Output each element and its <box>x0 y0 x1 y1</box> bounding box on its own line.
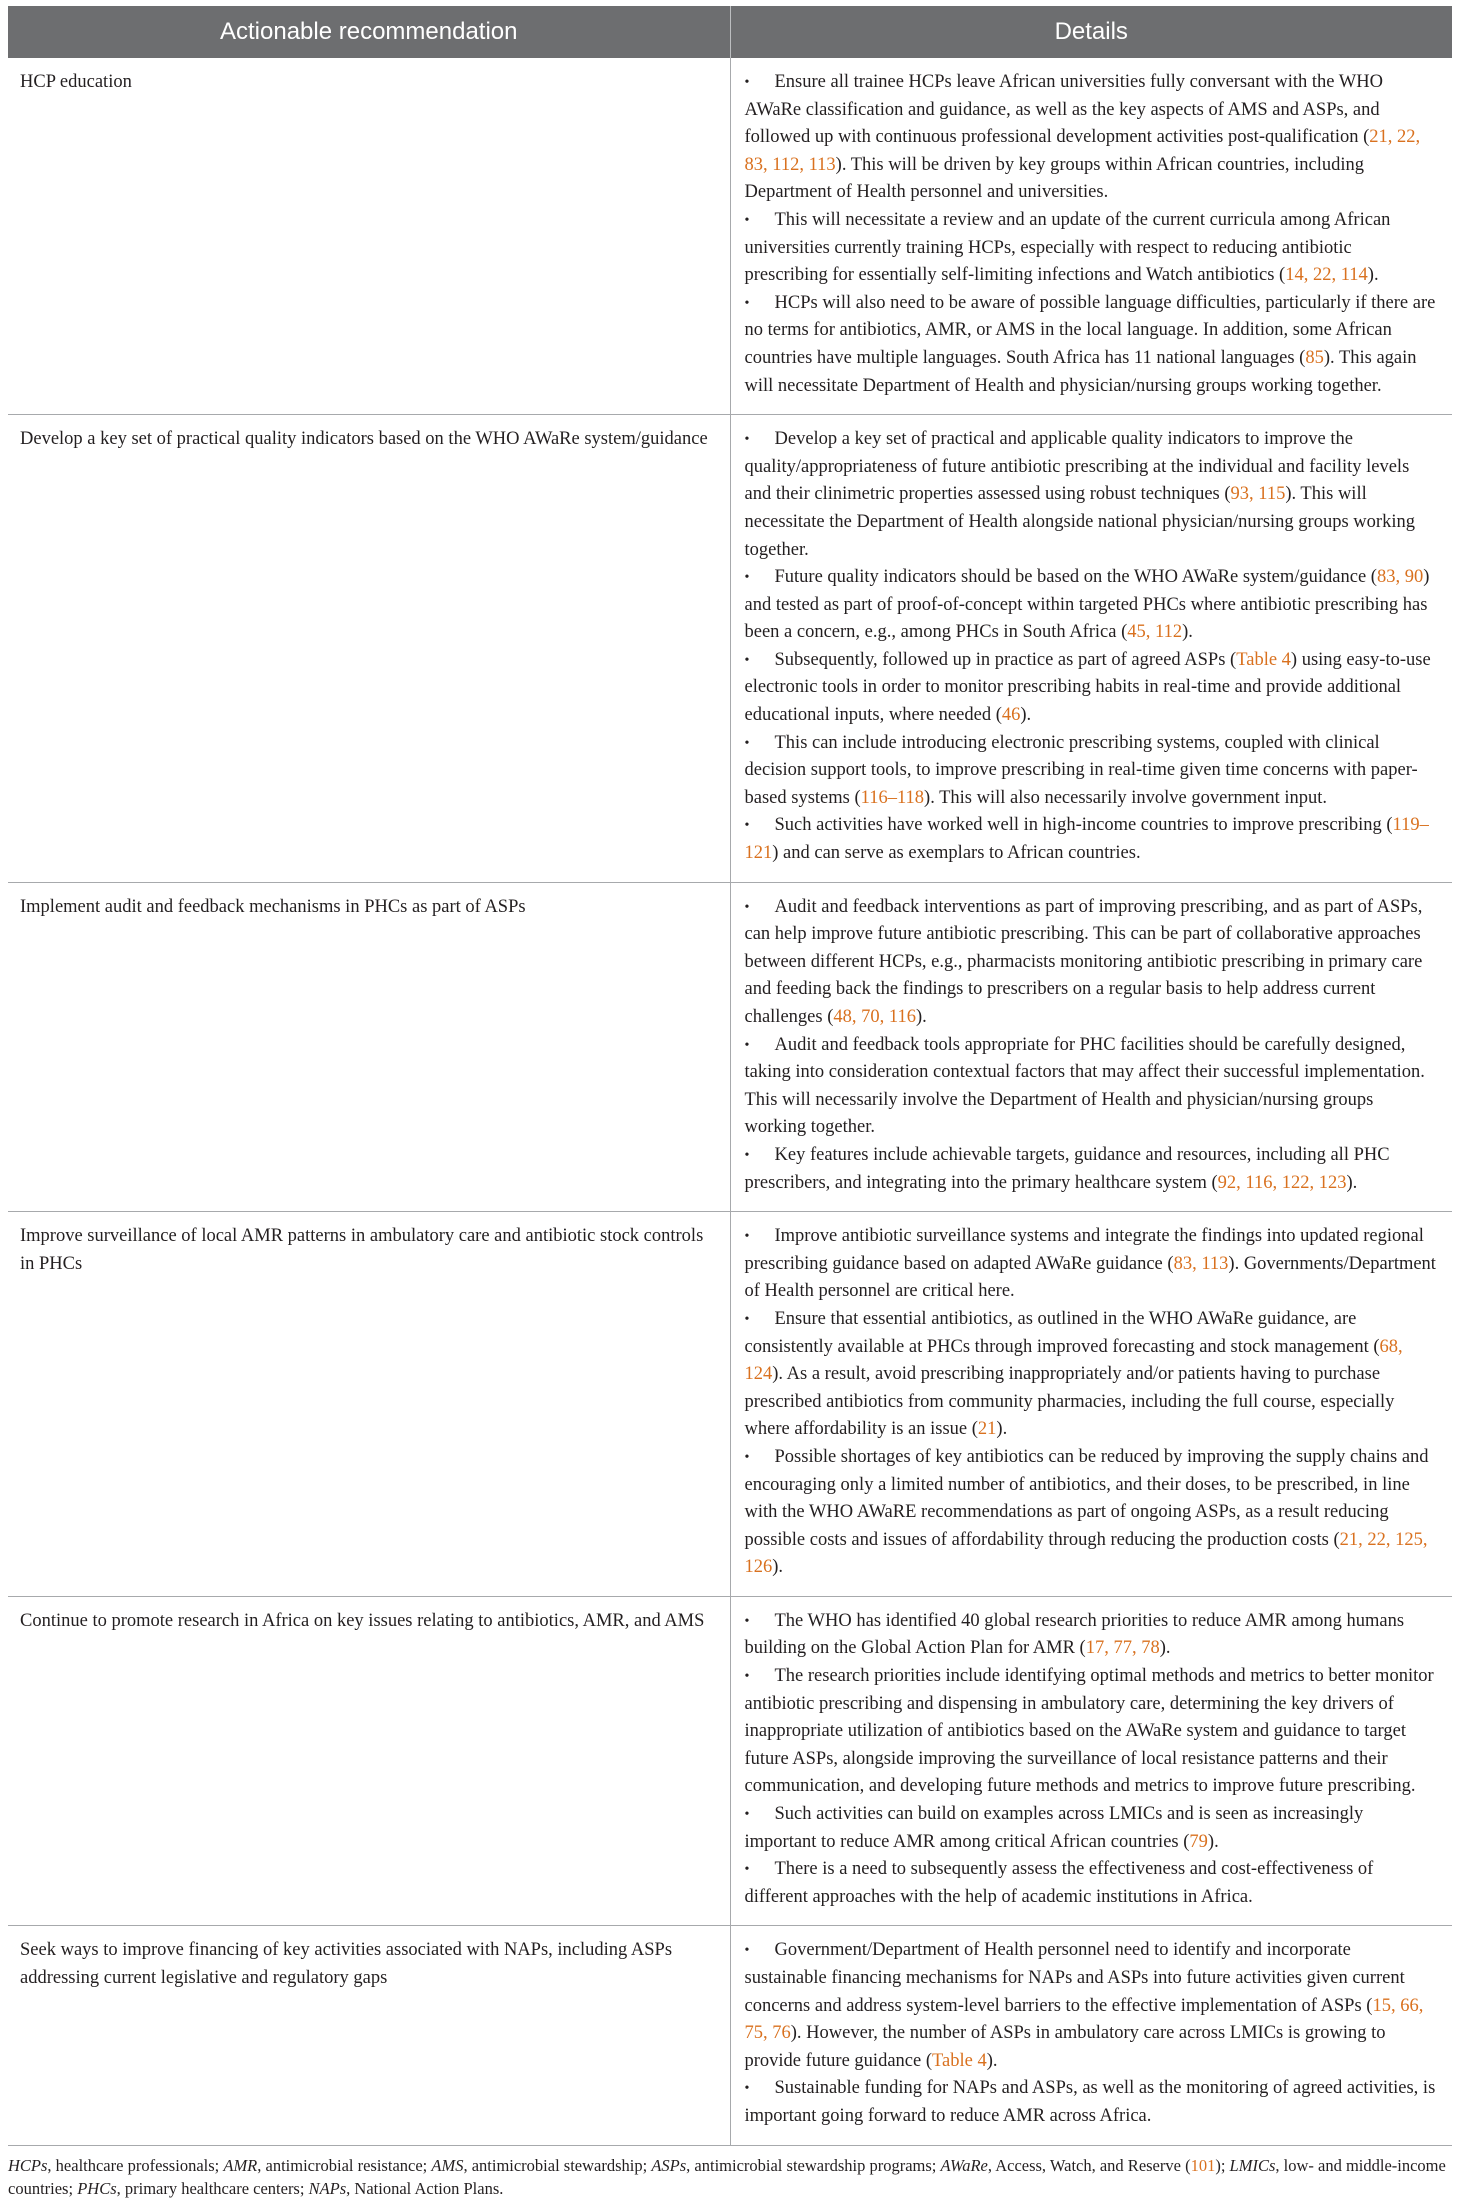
citation-ref[interactable]: Table 4 <box>1236 649 1291 670</box>
detail-bullet <box>745 1306 1437 1444</box>
footnote-abbreviation: AMS <box>431 2155 464 2175</box>
detail-text: Key features include achievable targets, guidance and resources, including all PHC prescribers, and integrating into the primary healthcare system (92, 116, 122, 123). <box>744 1144 1390 1193</box>
detail-text: Possible shortages of key antibiotics can be reduced by improving the supply chains and encouraging only a limited number of antibiotics, and their doses, to be prescribed, in line with the WHO AWaRE recommendations as part of ongoing ASPs, as a result reducing possible costs and issues of affordability through reducing the production costs (21, 22, 125, 126). <box>744 1446 1429 1578</box>
table-row <box>8 58 1452 415</box>
detail-bullet <box>745 730 1437 813</box>
citation-ref[interactable]: 116–118 <box>860 787 925 808</box>
bullet-icon: • <box>744 2081 750 2097</box>
bullet-icon: • <box>744 295 750 311</box>
detail-bullet <box>745 2075 1437 2130</box>
footnote-abbreviation: NAPs <box>308 2179 347 2199</box>
detail-bullet <box>745 426 1437 564</box>
detail-bullet <box>745 1663 1437 1801</box>
footnote-abbreviation: AWaRe <box>940 2155 988 2175</box>
footnote-abbreviation: AMR <box>223 2155 258 2175</box>
details-cell <box>730 1596 1452 1926</box>
bullet-icon: • <box>744 1037 750 1053</box>
citation-ref[interactable]: 15, 66, 75, 76 <box>744 1995 1424 2044</box>
detail-bullet <box>745 69 1437 207</box>
bullet-icon: • <box>744 570 750 586</box>
detail-bullet <box>745 1142 1437 1197</box>
detail-text: Ensure that essential antibiotics, as outlined in the WHO AWaRe guidance, are consistently available at PHCs through improved forecasting and stock management (68, 124). As a result, avoid prescribing inappropriately and/or patients having to purchase prescribed antibiotics from community pharmacies, including the full course, especially where affordability is an issue (21). <box>744 1308 1403 1440</box>
detail-text: The WHO has identified 40 global research priorities to reduce AMR among humans building on the Global Action Plan for AMR (17, 77, 78). <box>744 1610 1405 1659</box>
bullet-icon: • <box>744 1613 750 1629</box>
detail-bullet <box>745 1801 1437 1856</box>
header-actionable-recommendation: Actionable recommendation <box>8 6 730 58</box>
detail-bullet <box>745 812 1437 867</box>
detail-bullet <box>745 1223 1437 1306</box>
footnote-definition: , National Action Plans. <box>346 2179 504 2199</box>
bullet-icon: • <box>744 1943 750 1959</box>
citation-ref[interactable]: 45, 112 <box>1127 622 1183 643</box>
bullet-icon: • <box>744 735 750 751</box>
detail-text: Subsequently, followed up in practice as part of agreed ASPs (Table 4) using easy-to-use electronic tools in order to monitor prescribing habits in real-time and provide additional educational inputs, where needed (46). <box>744 649 1431 726</box>
citation-ref[interactable]: 83, 90 <box>1376 567 1424 588</box>
bullet-icon: • <box>744 1449 750 1465</box>
bullet-icon: • <box>744 1229 750 1245</box>
table-row <box>8 1212 1452 1597</box>
recommendation-cell: HCP education <box>8 58 730 415</box>
bullet-icon: • <box>744 212 750 228</box>
citation-ref[interactable]: 21, 22, 125, 126 <box>744 1529 1428 1578</box>
citation-ref[interactable]: 68, 124 <box>744 1336 1403 1385</box>
detail-text: Sustainable funding for NAPs and ASPs, as well as the monitoring of agreed activities, is important going forward to reduce AMR across Africa. <box>744 2078 1436 2126</box>
recommendation-cell: Improve surveillance of local AMR patterns in ambulatory care and antibiotic stock controls in PHCs <box>8 1212 730 1597</box>
footnote-abbreviation: ASPs <box>651 2155 687 2175</box>
detail-text: Such activities have worked well in high-income countries to improve prescribing (119–121) and can serve as exemplars to African countries. <box>744 815 1429 864</box>
footnote-definition: , healthcare professionals; <box>47 2155 224 2175</box>
detail-bullet <box>745 894 1437 1032</box>
citation-ref[interactable]: 93, 115 <box>1230 484 1286 505</box>
detail-bullet <box>745 564 1437 647</box>
footnote-definition: , Access, Watch, and Reserve (101); <box>987 2155 1230 2175</box>
details-cell <box>730 58 1452 415</box>
citation-ref[interactable]: 101 <box>1190 2155 1216 2175</box>
footnote-abbreviation: PHCs <box>77 2179 117 2199</box>
detail-text: Audit and feedback tools appropriate for PHC facilities should be carefully designed, taking into consideration contextual factors that may affect their successful implementation. This will necessarily involve the Department of Health and physician/nursing groups working together. <box>744 1034 1425 1138</box>
detail-text: Government/Department of Health personnel need to identify and incorporate sustainable financing mechanisms for NAPs and ASPs into future activities given current concerns and address system-level barriers to the effective implementation of ASPs (15, 66, 75, 76). However, the number of ASPs in ambulatory care across LMICs is growing to provide future guidance (Table 4). <box>744 1940 1424 2071</box>
citation-ref[interactable]: 119–121 <box>744 815 1429 864</box>
citation-ref[interactable]: 21 <box>977 1419 997 1440</box>
bullet-icon: • <box>744 818 750 834</box>
citation-ref[interactable]: 21, 22, 83, 112, 113 <box>744 127 1421 175</box>
footnote-definition: , antimicrobial stewardship; <box>463 2155 652 2175</box>
detail-text: The research priorities include identifying optimal methods and metrics to better monitor antibiotic prescribing and dispensing in ambulatory care, determining the key drivers of inappropriate utilization of antibiotics based on the AWaRe system and guidance to target future ASPs, alongside improving the surveillance of local resistance patterns and their communication, and developing future methods and metrics to improve future prescribing. <box>744 1666 1434 1797</box>
citation-ref[interactable]: Table 4 <box>932 2050 987 2071</box>
detail-bullet <box>745 1032 1437 1142</box>
footnote-definition: , antimicrobial stewardship programs; <box>686 2155 941 2175</box>
table-footnote <box>8 2146 1452 2201</box>
recommendation-cell: Seek ways to improve financing of key activities associated with NAPs, including ASPs addressing current legislative and regulatory gaps <box>8 1926 730 2145</box>
citation-ref[interactable]: 85 <box>1305 347 1324 368</box>
footnote-definition: , primary healthcare centers; <box>116 2179 309 2199</box>
detail-bullet <box>745 1856 1437 1911</box>
citation-ref[interactable]: 48, 70, 116 <box>833 1007 916 1027</box>
detail-text: There is a need to subsequently assess the effectiveness and cost-effectiveness of different approaches with the help of academic institutions in Africa. <box>744 1859 1374 1907</box>
bullet-icon: • <box>744 1311 750 1327</box>
detail-text: Future quality indicators should be based on the WHO AWaRe system/guidance (83, 90) and tested as part of proof-of-concept within targeted PHCs where antibiotic prescribing has been a concern, e.g., among PHCs in South Africa (45, 112). <box>744 567 1430 643</box>
citation-ref[interactable]: 83, 113 <box>1173 1253 1229 1274</box>
citation-ref[interactable]: 92, 116, 122, 123 <box>1217 1172 1347 1193</box>
details-cell <box>730 1212 1452 1597</box>
bullet-icon: • <box>744 899 750 915</box>
citation-ref[interactable]: 46 <box>1001 705 1021 726</box>
recommendation-cell: Develop a key set of practical quality indicators based on the WHO AWaRe system/guidance <box>8 415 730 883</box>
table-row <box>8 1596 1452 1926</box>
detail-text: Audit and feedback interventions as part of improving prescribing, and as part of ASPs, can help improve future antibiotic prescribing. This can be part of collaborative approaches between different HCPs, e.g., pharmacists monitoring antibiotic prescribing in primary care and feeding back the findings to prescribers on a regular basis to help address current challenges (48, 70, 116). <box>744 896 1423 1027</box>
detail-text: Such activities can build on examples across LMICs and is seen as increasingly important to reduce AMR among critical African countries (79). <box>744 1804 1364 1852</box>
detail-bullet <box>745 647 1437 730</box>
bullet-icon: • <box>744 75 750 90</box>
details-cell <box>730 415 1452 883</box>
table-row <box>8 1926 1452 2145</box>
bullet-icon: • <box>744 1669 750 1685</box>
detail-bullet <box>745 1444 1437 1582</box>
detail-bullet <box>745 1937 1437 2075</box>
table-row <box>8 415 1452 883</box>
recommendation-cell: Implement audit and feedback mechanisms in PHCs as part of ASPs <box>8 882 730 1212</box>
header-details: Details <box>730 6 1452 58</box>
details-cell <box>730 882 1452 1212</box>
citation-ref[interactable]: 17, 77, 78 <box>1085 1638 1160 1659</box>
details-cell <box>730 1926 1452 2145</box>
footnote-definition: , antimicrobial resistance; <box>257 2155 432 2175</box>
detail-text: This can include introducing electronic prescribing systems, coupled with clinical decision support tools, to improve prescribing in real-time given time concerns with paper-based systems (116–118). This will also necessarily involve government input. <box>744 732 1418 808</box>
footnote-abbreviation: HCPs <box>8 2155 48 2175</box>
bullet-icon: • <box>744 652 750 668</box>
detail-bullet <box>745 290 1437 400</box>
detail-text: Develop a key set of practical and applicable quality indicators to improve the quality/appropriateness of future antibiotic prescribing at the individual and facility levels and their clinimetric properties assessed using robust techniques (93, 115). This will necessitate the Department of Health alongside national physician/nursing groups working together. <box>744 429 1415 560</box>
detail-text: Ensure all trainee HCPs leave African universities fully conversant with the WHO AWaRe classification and guidance, as well as the key aspects of AMS and ASPs, and followed up with continuous professional development activities post-qualification (21, 22, 83, 112, 113). This will be driven by key groups within African countries, including Department of Health personnel and universities. <box>744 72 1421 203</box>
citation-ref[interactable]: 14, 22, 114 <box>1285 265 1368 286</box>
detail-bullet <box>745 1608 1437 1663</box>
bullet-icon: • <box>744 1862 750 1878</box>
table-row <box>8 882 1452 1212</box>
bullet-icon: • <box>744 1147 750 1163</box>
detail-text: This will necessitate a review and an update of the current curricula among African universities currently training HCPs, especially with respect to reducing antibiotic prescribing for essentially self-limiting infections and Watch antibiotics (14, 22, 114). <box>744 209 1391 286</box>
bullet-icon: • <box>744 432 750 448</box>
detail-text: HCPs will also need to be aware of possible language difficulties, particularly if there are no terms for antibiotics, AMR, or AMS in the local language. In addition, some African countries have multiple languages. South Africa has 11 national languages (85). This again will necessitate Department of Health and physician/nursing groups working together. <box>744 292 1436 396</box>
footnote-abbreviation: LMICs <box>1229 2155 1276 2175</box>
table-header-row <box>8 6 1452 58</box>
recommendations-table <box>8 6 1452 2146</box>
footnote-definition: , low- and middle-income countries; <box>8 2155 1446 2199</box>
detail-text: Improve antibiotic surveillance systems and integrate the findings into updated regional prescribing guidance based on adapted AWaRe guidance (83, 113). Governments/Department of Health personnel are critical here. <box>744 1226 1436 1302</box>
bullet-icon: • <box>744 1807 750 1823</box>
recommendation-cell: Continue to promote research in Africa on key issues relating to antibiotics, AMR, and AMS <box>8 1596 730 1926</box>
citation-ref[interactable]: 79 <box>1189 1831 1208 1852</box>
detail-bullet <box>745 207 1437 290</box>
